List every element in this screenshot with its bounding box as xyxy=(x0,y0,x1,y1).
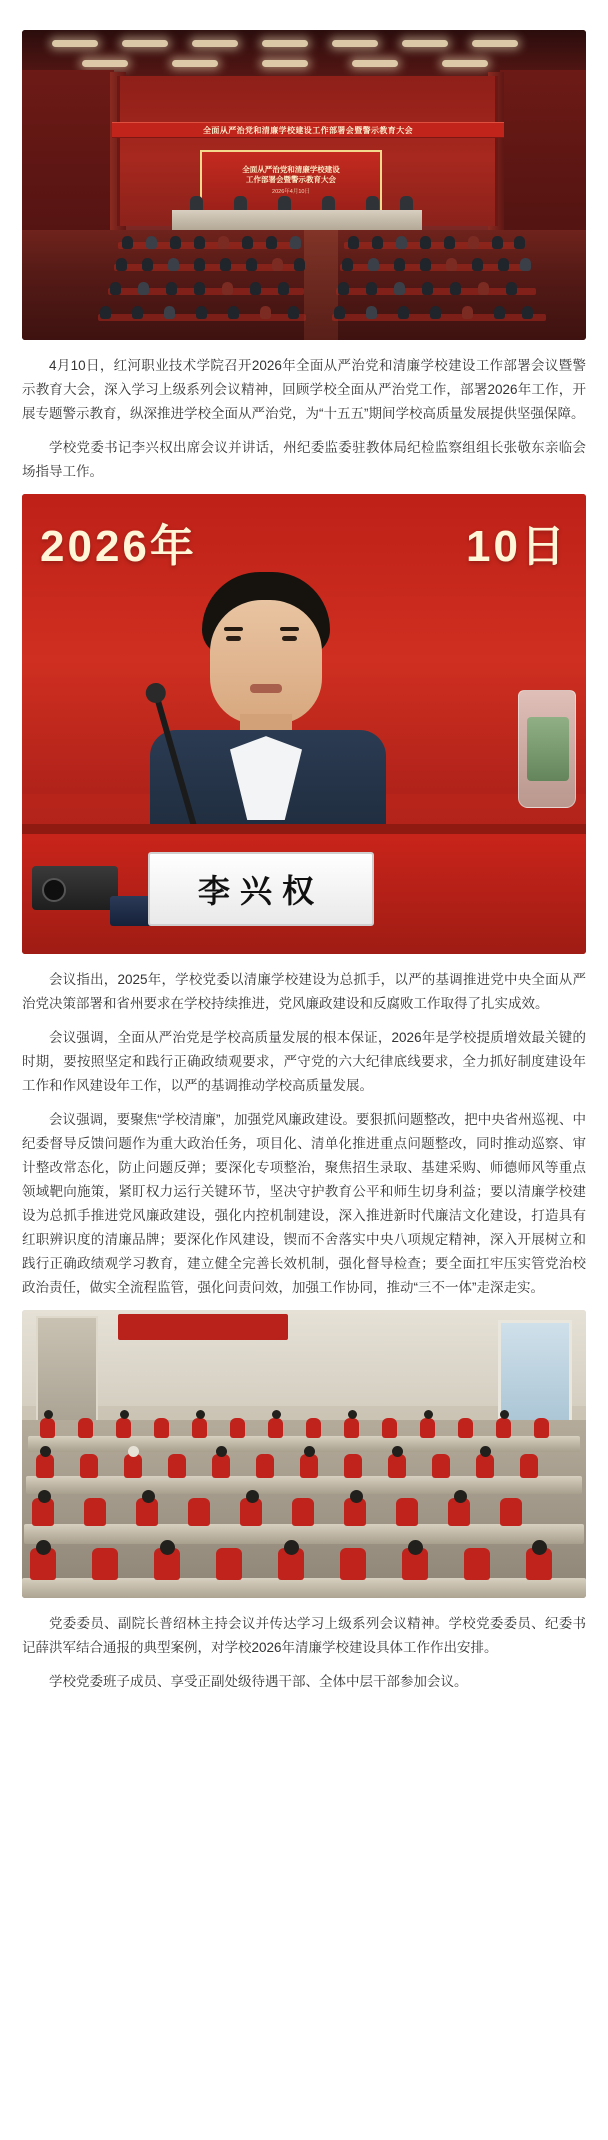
head-table xyxy=(172,210,422,230)
screen-line-1: 全面从严治党和清廉学校建设 xyxy=(242,165,340,175)
paragraph-closing-1: 党委委员、副院长普绍林主持会议并传达学习上级系列会议精神。学校党委委员、纪委书记薛洪军结合通报的典型案例，对学校2026年清廉学校建设具体工作作出安排。 xyxy=(22,1616,586,1656)
paragraph-intro-2: 学校党委书记李兴权出席会议并讲话，州纪委监委驻教体局纪检监察组组长张敬东亲临会场指导工作。 xyxy=(22,440,586,480)
conference-hall-photo xyxy=(22,30,586,340)
page-bottom-spacer xyxy=(22,1704,586,1722)
paragraph-body-3: 会议强调，要聚焦“学校清廉”，加强党风廉政建设。要狠抓问题整改，把中央省州巡视、中纪委督导反馈问题作为重大政治任务，项目化、清单化推进重点问题整改，同时推动巡察、审计整改常态化，防止问题反弹；要深化专项整治，聚焦招生录取、基建采购、师德师风等重点领域靶向施策，紧盯权力运行关键环节，坚决守护教育公平和师生切身利益；要以清廉学校建设为总抓手推进党风廉政建设，强化内控机制建设，深入推进新时代廉洁文化建设，打造具有红职辨识度的清廉品牌；要深化作风建设，锲而不舍落实中央八项规定精神，深入开展树立和践行正确政绩观学习教育，建立健全完善长效机制，强化督导检查；要全面扛牢压实管党治校政治责任，做实全流程监管，强化问责问效，加强工作协同，推动“三不一体”走深走实。 xyxy=(22,1112,586,1296)
audience-photo xyxy=(22,1310,586,1598)
date-overlay-left: 2026年 xyxy=(40,522,197,572)
screen-line-3: 2026年4月10日 xyxy=(272,189,310,196)
paragraph-body-2: 会议强调，全面从严治党是学校高质量发展的根本保证，2026年是学校提质增效最关键的时期，要按照坚定和践行正确政绩观要求，严守党的六大纪律底线要求，全力抓好制度建设年工作和作风建设年工作，以严的基调推动学校高质量发展。 xyxy=(22,1030,586,1094)
paragraph-body-1: 会议指出，2025年，学校党委以清廉学校建设为总抓手，以严的基调推进党中央全面从严治党决策部署和省州要求在学校持续推进，党风廉政建设和反腐败工作取得了扎实成效。 xyxy=(22,972,586,1012)
tea-cup xyxy=(518,690,576,808)
speaker-face xyxy=(210,600,322,724)
date-overlay xyxy=(40,510,568,574)
speaker-portrait-photo xyxy=(22,494,586,954)
overhead-banner-text: 全面从严治党和清廉学校建设工作部署会暨警示教育大会 xyxy=(112,122,504,138)
room-window xyxy=(498,1320,572,1432)
paragraph-closing-2: 学校党委班子成员、享受正副处级待遇干部、全体中层干部参加会议。 xyxy=(49,1674,468,1690)
speaker-eye-left xyxy=(226,636,241,641)
paragraph-intro-1: 4月10日，红河职业技术学院召开2026年全面从严治党和清廉学校建设工作部署会议暨警示教育大会，深入学习上级系列会议精神，回顾学校全面从严治党工作，部署2026年工作，开展专题警示教育，纵深推进学校全面从严治党，为“十五五”期间学校高质量发展提供坚强保障。 xyxy=(22,358,586,422)
desk-device xyxy=(32,866,118,910)
speaker-brow-right xyxy=(280,627,299,631)
center-aisle xyxy=(304,230,338,340)
room-banner xyxy=(118,1314,288,1340)
screen-line-2: 工作部署会暨警示教育大会 xyxy=(246,175,336,185)
speaker-brow-left xyxy=(224,627,243,631)
date-overlay-right: 10日 xyxy=(466,522,568,572)
speaker-eye-right xyxy=(282,636,297,641)
speaker-mouth xyxy=(250,684,282,693)
nameplate: 李兴权 xyxy=(148,852,374,926)
